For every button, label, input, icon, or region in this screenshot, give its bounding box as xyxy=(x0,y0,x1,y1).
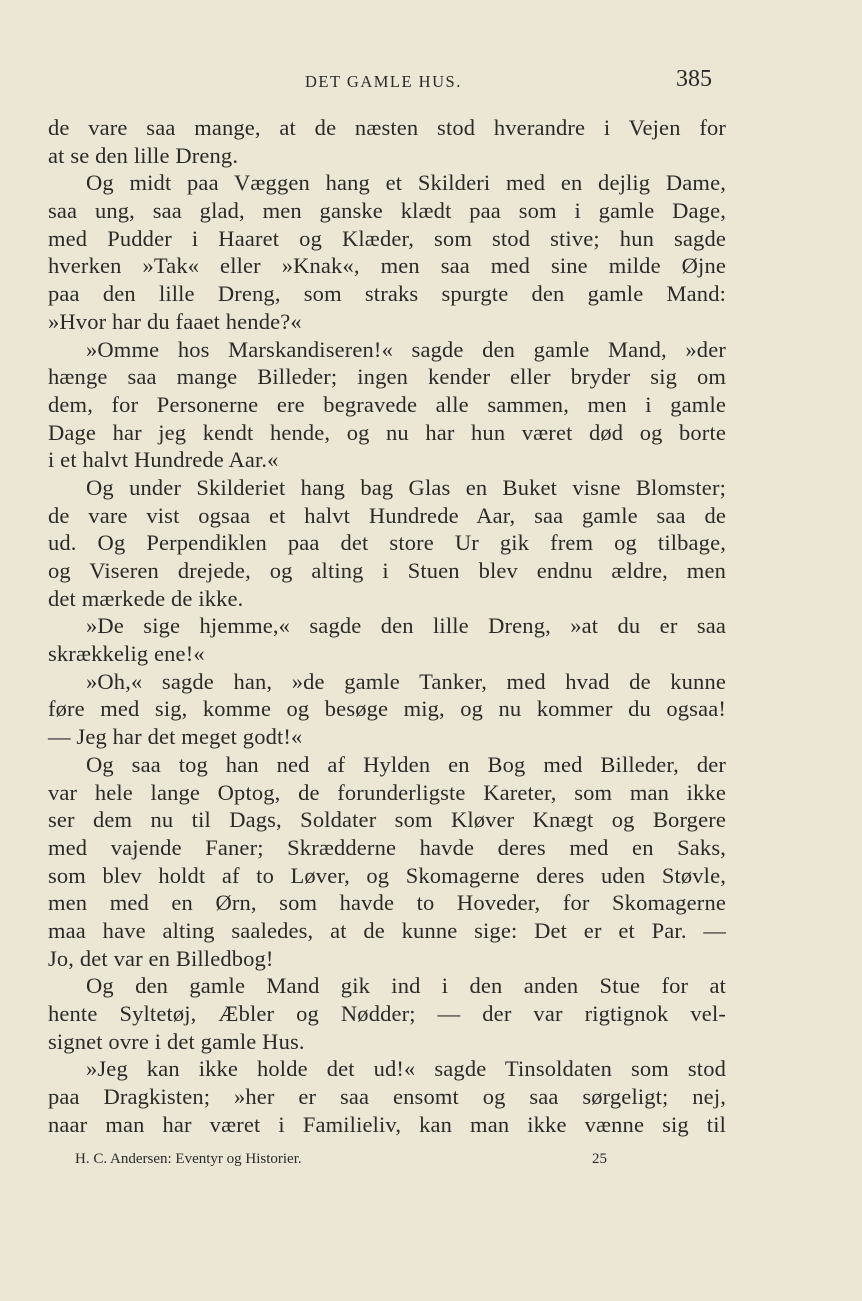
text-line: »Hvor har du faaet hende?« xyxy=(48,308,302,334)
text-line: ud. Og Perpendiklen paa det store Ur gik frem og tilbage, xyxy=(48,530,726,556)
text-line: Og saa tog han ned af Hylden en Bog med Billeder, der xyxy=(86,751,726,777)
page-number: 385 xyxy=(676,66,712,92)
running-title: DET GAMLE HUS. xyxy=(305,72,462,91)
text-line: de vare vist ogsaa et halvt Hundrede Aar, saa gamle saa de xyxy=(48,502,726,528)
text-line: hverken »Tak« eller »Knak«, men saa med sine milde Øjne xyxy=(48,253,726,279)
text-line: paa den lille Dreng, som straks spurgte den gamle Mand: xyxy=(48,281,726,307)
text-line: at se den lille Dreng. xyxy=(48,142,239,168)
text-line: »Jeg kan ikke holde det ud!« sagde Tinsoldaten som stod xyxy=(86,1056,726,1082)
text-line: de vare saa mange, at de næsten stod hverandre i Vejen for xyxy=(48,115,726,140)
text-line: var hele lange Optog, de forunderligste Kareter, som man ikke xyxy=(48,779,726,805)
text-line: — Jeg har det meget godt!« xyxy=(48,724,303,750)
text-line: det mærkede de ikke. xyxy=(48,585,244,611)
footer-source: H. C. Andersen: Eventyr og Historier. xyxy=(75,1151,302,1167)
running-head xyxy=(0,66,862,96)
text-line: dem, for Personerne ere begravede alle sammen, men i gamle xyxy=(48,391,726,417)
text-line: maa have alting saaledes, at de kunne sige: Det er et Par. — xyxy=(48,917,726,943)
text-line: hente Syltetøj, Æbler og Nødder; — der var rigtignok vel- xyxy=(48,1001,726,1026)
text-line: og Viseren drejede, og alting i Stuen blev endnu ældre, men xyxy=(48,558,726,583)
text-line: signet ovre i det gamle Hus. xyxy=(48,1028,305,1054)
text-line: som blev holdt af to Løver, og Skomagerne deres uden Støvle, xyxy=(48,862,726,888)
text-line: Dage har jeg kendt hende, og nu har hun været død og borte xyxy=(48,419,726,445)
text-line: naar man har været i Familieliv, kan man ikke vænne sig til xyxy=(48,1111,726,1137)
page-footer xyxy=(0,1151,862,1173)
text-line: Og under Skilderiet hang bag Glas en Buket visne Blomster; xyxy=(86,474,726,500)
body-text xyxy=(48,114,726,1138)
text-line: hænge saa mange Billeder; ingen kender eller bryder sig om xyxy=(48,364,726,390)
text-line: skrækkelig ene!« xyxy=(48,641,205,667)
text-line: Og midt paa Væggen hang et Skilderi med en dejlig Dame, xyxy=(86,170,726,196)
text-line: med Pudder i Haaret og Klæder, som stod stive; hun sagde xyxy=(48,225,726,251)
text-line: paa Dragkisten; »her er saa ensomt og saa sørgeligt; nej, xyxy=(48,1084,726,1110)
text-line: »Omme hos Marskandiseren!« sagde den gamle Mand, »der xyxy=(86,336,726,362)
text-line: Jo, det var en Billedbog! xyxy=(48,945,274,971)
text-line: føre med sig, komme og besøge mig, og nu kommer du ogsaa! xyxy=(48,696,726,722)
signature-mark: 25 xyxy=(592,1151,607,1167)
text-line: men med en Ørn, som havde to Hoveder, for Skomagerne xyxy=(48,890,726,916)
text-line: i et halvt Hundrede Aar.« xyxy=(48,447,279,473)
text-line: »De sige hjemme,« sagde den lille Dreng, »at du er saa xyxy=(86,613,726,639)
text-line: med vajende Faner; Skrædderne havde deres med en Saks, xyxy=(48,834,726,860)
text-line: ser dem nu til Dags, Soldater som Kløver Knægt og Borgere xyxy=(48,807,726,833)
text-line: »Oh,« sagde han, »de gamle Tanker, med hvad de kunne xyxy=(86,668,726,694)
text-line: Og den gamle Mand gik ind i den anden Stue for at xyxy=(86,973,726,999)
text-line: saa ung, saa glad, men ganske klædt paa som i gamle Dage, xyxy=(48,198,726,224)
